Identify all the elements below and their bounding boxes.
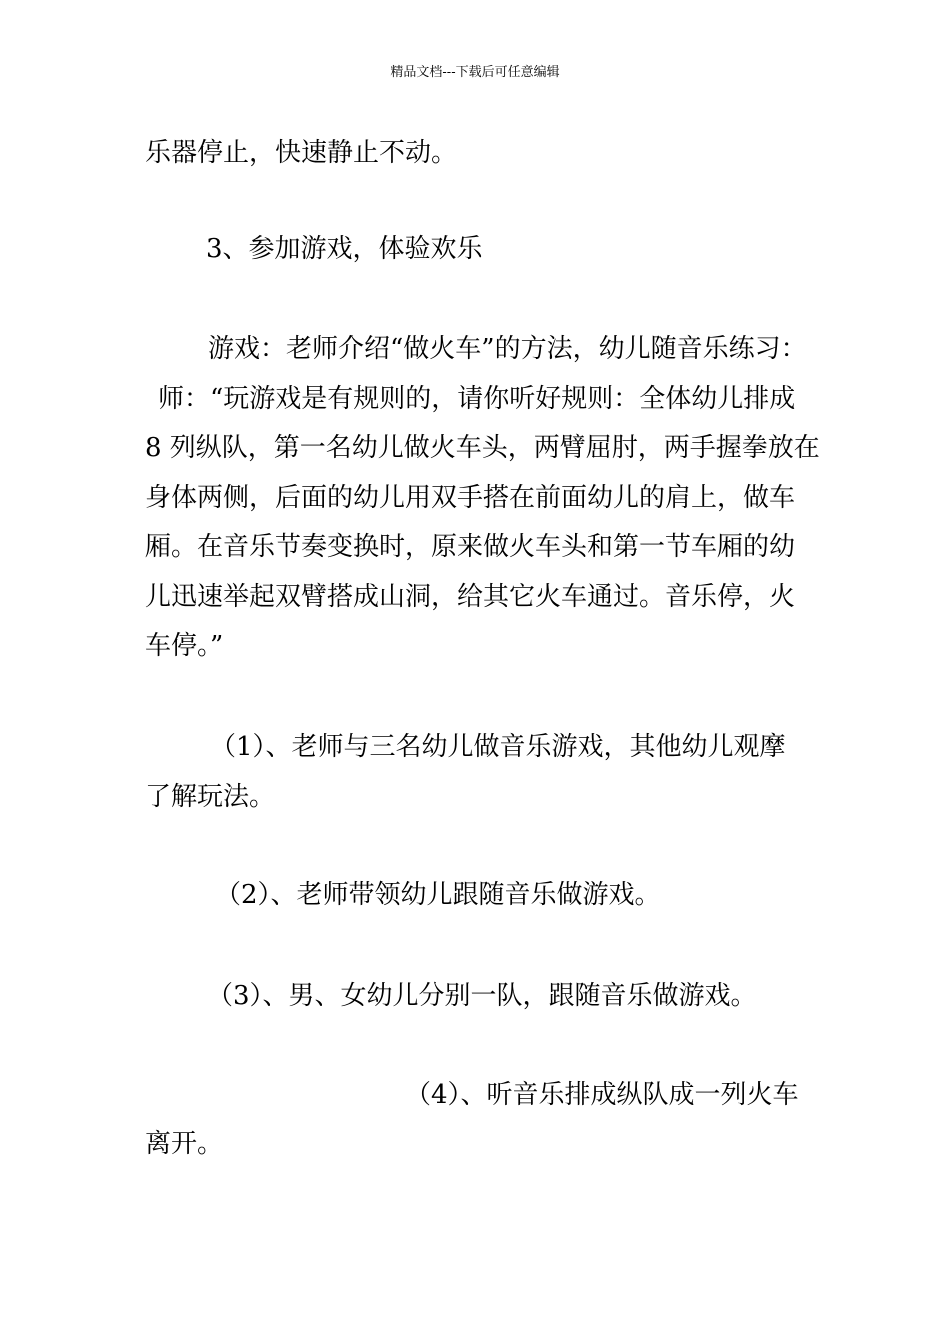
text-line: 儿迅速举起双臂搭成山洞，给其它火车通过。音乐停，火: [145, 582, 796, 612]
list-item: （2）、老师带领幼儿跟随音乐做游戏。: [215, 880, 661, 910]
text-line: 厢。在音乐节奏变换时，原来做火车头和第一节车厢的幼: [145, 532, 796, 562]
list-item: （4）、听音乐排成纵队成一列火车: [405, 1080, 799, 1110]
text-line: 离开。: [145, 1129, 224, 1159]
list-item: （3）、男、女幼儿分别一队，跟随音乐做游戏。: [207, 981, 757, 1011]
text-line: 师：“玩游戏是有规则的，请你听好规则：全体幼儿排成: [158, 384, 796, 414]
text-line: 了解玩法。: [145, 782, 276, 812]
text-line: 车停。”: [145, 631, 224, 661]
text-line: 身体两侧，后面的幼儿用双手搭在前面幼儿的肩上，做车: [145, 483, 796, 513]
text-line: 乐器停止，快速静止不动。: [145, 138, 458, 168]
text-line: 游戏：老师介绍“做火车”的方法，幼儿随音乐练习：: [208, 334, 807, 364]
list-item: （1）、老师与三名幼儿做音乐游戏，其他幼儿观摩: [210, 732, 786, 762]
page-header: 精品文档---下载后可任意编辑: [390, 65, 560, 80]
text-line: 8 列纵队，第一名幼儿做火车头，两臂屈肘，两手握拳放在: [145, 433, 820, 463]
section-heading: 3、参加游戏，体验欢乐: [206, 234, 483, 264]
